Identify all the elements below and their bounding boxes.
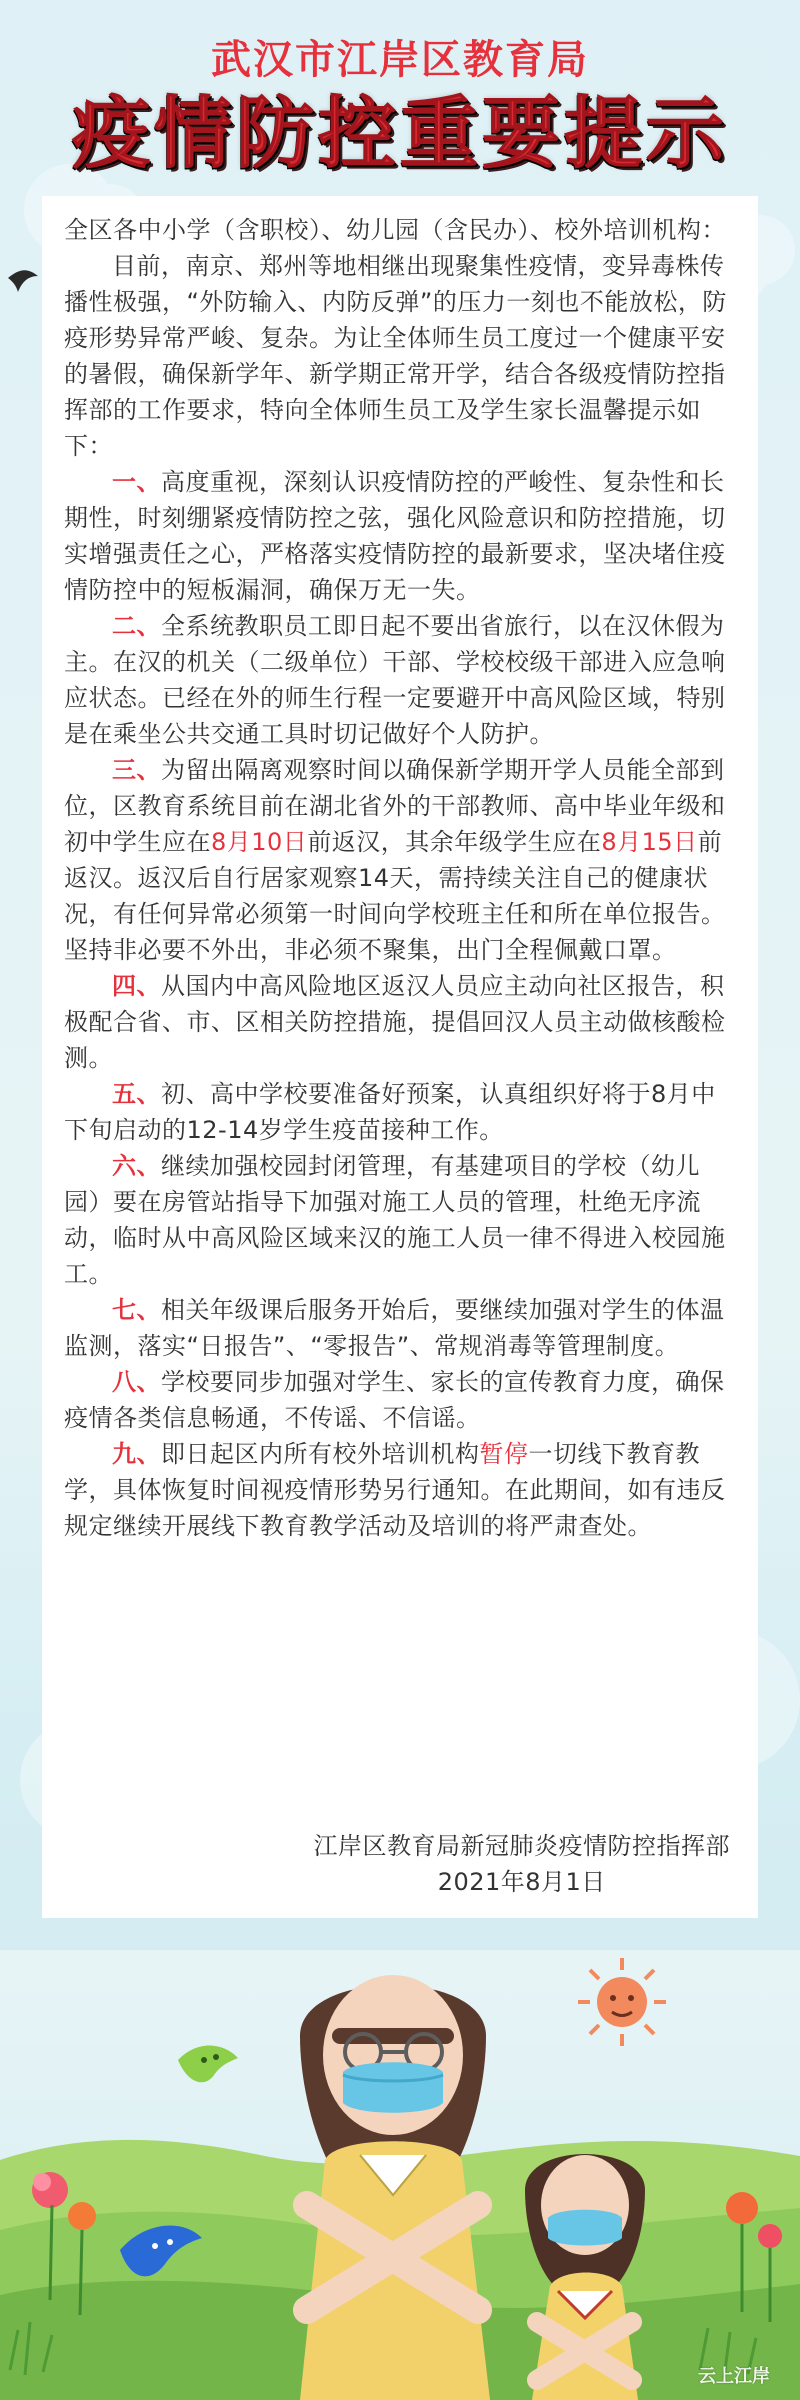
item-number: 四、 — [112, 972, 161, 1000]
footer-illustration — [0, 1950, 800, 2400]
pause-highlight: 暂停 — [479, 1440, 529, 1468]
item-number: 五、 — [112, 1080, 161, 1108]
notice-item — [64, 968, 736, 1076]
item-number: 二、 — [112, 612, 161, 640]
item-text: 即日起区内所有校外培训机构 — [161, 1440, 480, 1468]
signature-block — [314, 1828, 731, 1900]
deadline-highlight: 8月10日 — [211, 828, 308, 856]
item-number: 三、 — [112, 756, 161, 784]
item-text: 高度重视，深刻认识疫情防控的严峻性、复杂性和长期性，时刻绷紧疫情防控之弦，强化风险意识和防控措施，切实增强责任之心，严格落实疫情防控的最新要求，坚决堵住疫情防控中的短板漏洞，确保万无一失。 — [64, 468, 726, 604]
notice-item — [64, 1292, 736, 1364]
publisher-subtitle: 武汉市江岸区教育局 — [211, 37, 589, 83]
deadline-highlight: 8月15日 — [601, 828, 698, 856]
item-text: 从国内中高风险地区返汉人员应主动向社区报告，积极配合省、市、区相关防控措施，提倡回汉人员主动做核酸检测。 — [64, 972, 726, 1072]
item-text: 全系统教职员工即日起不要出省旅行，以在汉休假为主。在汉的机关（二级单位）干部、学校校级干部进入应急响应状态。已经在外的师生行程一定要避开中高风险区域，特别是在乘坐公共交通工具时切记做好个人防护。 — [64, 612, 726, 748]
notice-item — [64, 608, 736, 752]
item-text: 前返汉。返汉后自行居家观察14天，需持续关注自己的健康状况，有任何异常必须第一时间向学校班主任和所在单位报告。坚持非必要不外出，非必须不聚集，出门全程佩戴口罩。 — [64, 828, 726, 964]
item-number: 八、 — [112, 1368, 161, 1396]
item-text: 学校要同步加强对学生、家长的宣传教育力度，确保疫情各类信息畅通，不传谣、不信谣。 — [64, 1368, 725, 1432]
item-number: 九、 — [112, 1440, 161, 1468]
item-text: 继续加强校园封闭管理，有基建项目的学校（幼儿园）要在房管站指导下加强对施工人员的管理，杜绝无序流动，临时从中高风险区域来汉的施工人员一律不得进入校园施工。 — [64, 1152, 726, 1288]
girl-with-glasses-icon — [300, 1975, 490, 2400]
page-header — [0, 0, 800, 190]
salutation: 全区各中小学（含职校）、幼儿园（含民办）、校外培训机构： — [64, 216, 726, 244]
intro-paragraph: 目前，南京、郑州等地相继出现聚集性疫情，变异毒株传播性极强，“外防输入、内防反弹”的压力一刻也不能放松，防疫形势异常严峻、复杂。为让全体师生员工度过一个健康平安的暑假，确保新学年、新学期正常开学，结合各级疫情防控指挥部的工作要求，特向全体师生员工及学生家长温馨提示如下： — [64, 252, 727, 460]
signature: 江岸区教育局新冠肺炎疫情防控指挥部 — [313, 1832, 730, 1860]
item-text: 一切线下教育教学，具体恢复时间视疫情形势另行通知。在此期间，如有违反规定继续开展线下教育教学活动及培训的将严肃查处。 — [64, 1440, 726, 1540]
notice-item — [64, 464, 736, 608]
notice-item — [64, 1148, 736, 1292]
notice-item — [64, 752, 736, 968]
item-text: 前返汉，其余年级学生应在 — [307, 828, 602, 856]
item-text: 初、高中学校要准备好预案，认真组织好将于8月中下旬启动的12-14岁学生疫苗接种工作。 — [64, 1080, 716, 1144]
item-text: 相关年级课后服务开始后，要继续加强对学生的体温监测，落实“日报告”、“零报告”、常规消毒等管理制度。 — [64, 1296, 725, 1360]
notice-item — [64, 1076, 736, 1148]
item-number: 一、 — [112, 468, 161, 496]
main-title: 疫情防控重要提示 — [71, 89, 728, 179]
issue-date: 2021年8月1日 — [437, 1868, 606, 1896]
item-number: 六、 — [112, 1152, 161, 1180]
item-text: 为留出隔离观察时间以确保新学期开学人员能全部到位，区教育系统目前在湖北省外的干部教师、高中毕业年级和初中学生应在 — [64, 756, 726, 856]
footer-logo: 云上江岸 — [698, 2366, 770, 2387]
item-number: 七、 — [112, 1296, 161, 1324]
notice-item — [64, 1436, 736, 1544]
notice-item — [64, 1364, 736, 1436]
notice-card — [42, 196, 758, 1918]
